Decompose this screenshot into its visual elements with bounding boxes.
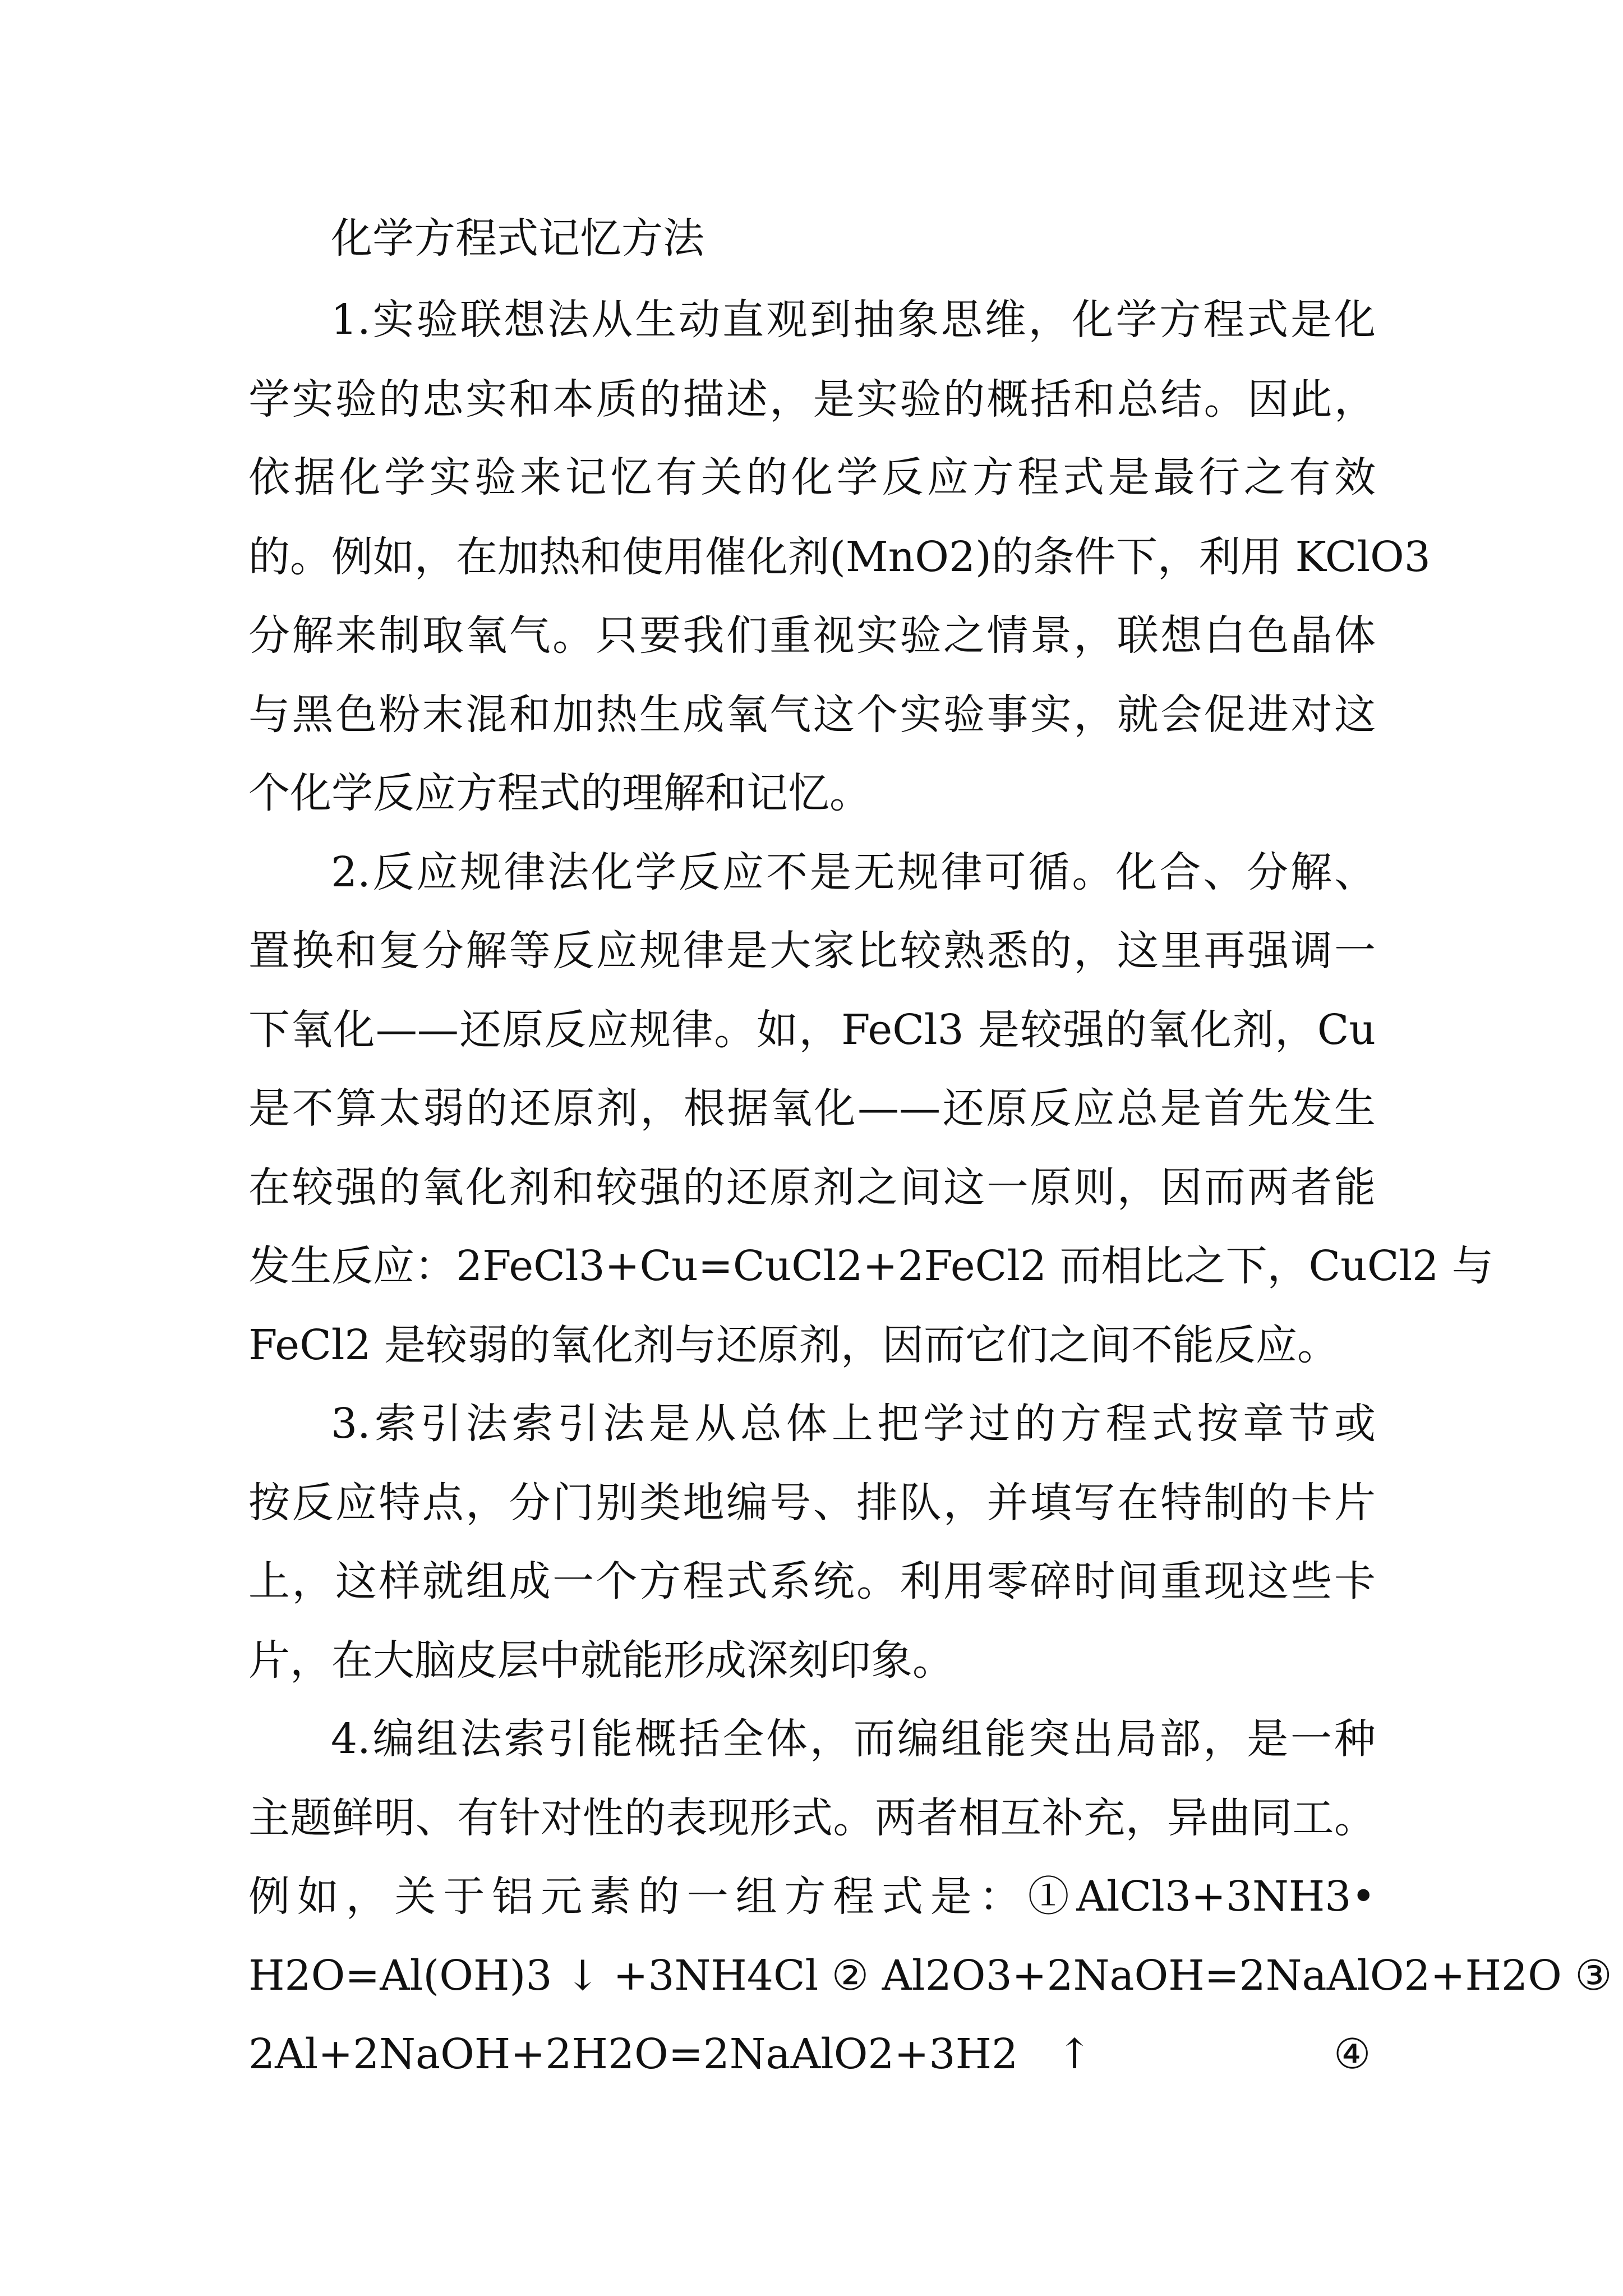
- paragraph-3-line-3: 上，这样就组成一个方程式系统。利用零碎时间重现这些卡: [248, 1557, 1376, 1605]
- paragraph-2-line-3: 下氧化——还原反应规律。如，FeCl3 是较强的氧化剂，Cu: [248, 1006, 1376, 1054]
- paragraph-1-line-7: 个化学反应方程式的理解和记忆。: [248, 769, 871, 817]
- paragraph-2-line-2: 置换和复分解等反应规律是大家比较熟悉的，这里再强调一: [248, 927, 1376, 975]
- up-arrow: ↑: [1057, 2030, 1092, 2078]
- paragraph-4-line-3: 例如，关于铝元素的一组方程式是：①AlCl3+3NH3•: [248, 1872, 1376, 1921]
- paragraph-4-line-1: 4.编组法索引能概括全体，而编组能突出局部，是一种: [331, 1715, 1376, 1763]
- paragraph-4-line-4: H2O=Al(OH)3 ↓ +3NH4Cl ② Al2O3+2NaOH=2NaAlO2+H2O ③: [248, 1952, 1612, 2000]
- paragraph-2-line-6: 发生反应：2FeCl3+Cu=CuCl2+2FeCl2 而相比之下，CuCl2 与: [248, 1242, 1493, 1290]
- paragraph-4-line-2: 主题鲜明、有针对性的表现形式。两者相互补充，异曲同工。: [248, 1794, 1376, 1842]
- paragraph-1-line-2: 学实验的忠实和本质的描述，是实验的概括和总结。因此，: [248, 375, 1376, 424]
- paragraph-1-line-4: 的。例如，在加热和使用催化剂(MnO2)的条件下，利用 KClO3: [248, 533, 1431, 581]
- paragraph-2-line-7: FeCl2 是较弱的氧化剂与还原剂，因而它们之间不能反应。: [248, 1321, 1339, 1369]
- paragraph-2-line-4: 是不算太弱的还原剂，根据氧化——还原反应总是首先发生: [248, 1084, 1376, 1133]
- paragraph-1-line-3: 依据化学实验来记忆有关的化学反应方程式是最行之有效: [248, 453, 1376, 501]
- circled-number-4: ④: [1334, 2030, 1371, 2078]
- document-title: 化学方程式记忆方法: [331, 214, 704, 263]
- paragraph-1-line-6: 与黑色粉末混和加热生成氧气这个实验事实，就会促进对这: [248, 691, 1376, 739]
- paragraph-2-line-1: 2.反应规律法化学反应不是无规律可循。化合、分解、: [331, 848, 1376, 896]
- paragraph-1-line-1: 1.实验联想法从生动直观到抽象思维，化学方程式是化: [331, 296, 1376, 344]
- paragraph-3-line-2: 按反应特点，分门别类地编号、排队，并填写在特制的卡片: [248, 1479, 1376, 1527]
- paragraph-3-line-4: 片，在大脑皮层中就能形成深刻印象。: [248, 1636, 954, 1685]
- paragraph-1-line-5: 分解来制取氧气。只要我们重视实验之情景，联想白色晶体: [248, 611, 1376, 660]
- paragraph-2-line-5: 在较强的氧化剂和较强的还原剂之间这一原则，因而两者能: [248, 1163, 1376, 1212]
- paragraph-4-line-5: 2Al+2NaOH+2H2O=2NaAlO2+3H2: [248, 2030, 1018, 2078]
- paragraph-3-line-1: 3.索引法索引法是从总体上把学过的方程式按章节或: [331, 1400, 1376, 1448]
